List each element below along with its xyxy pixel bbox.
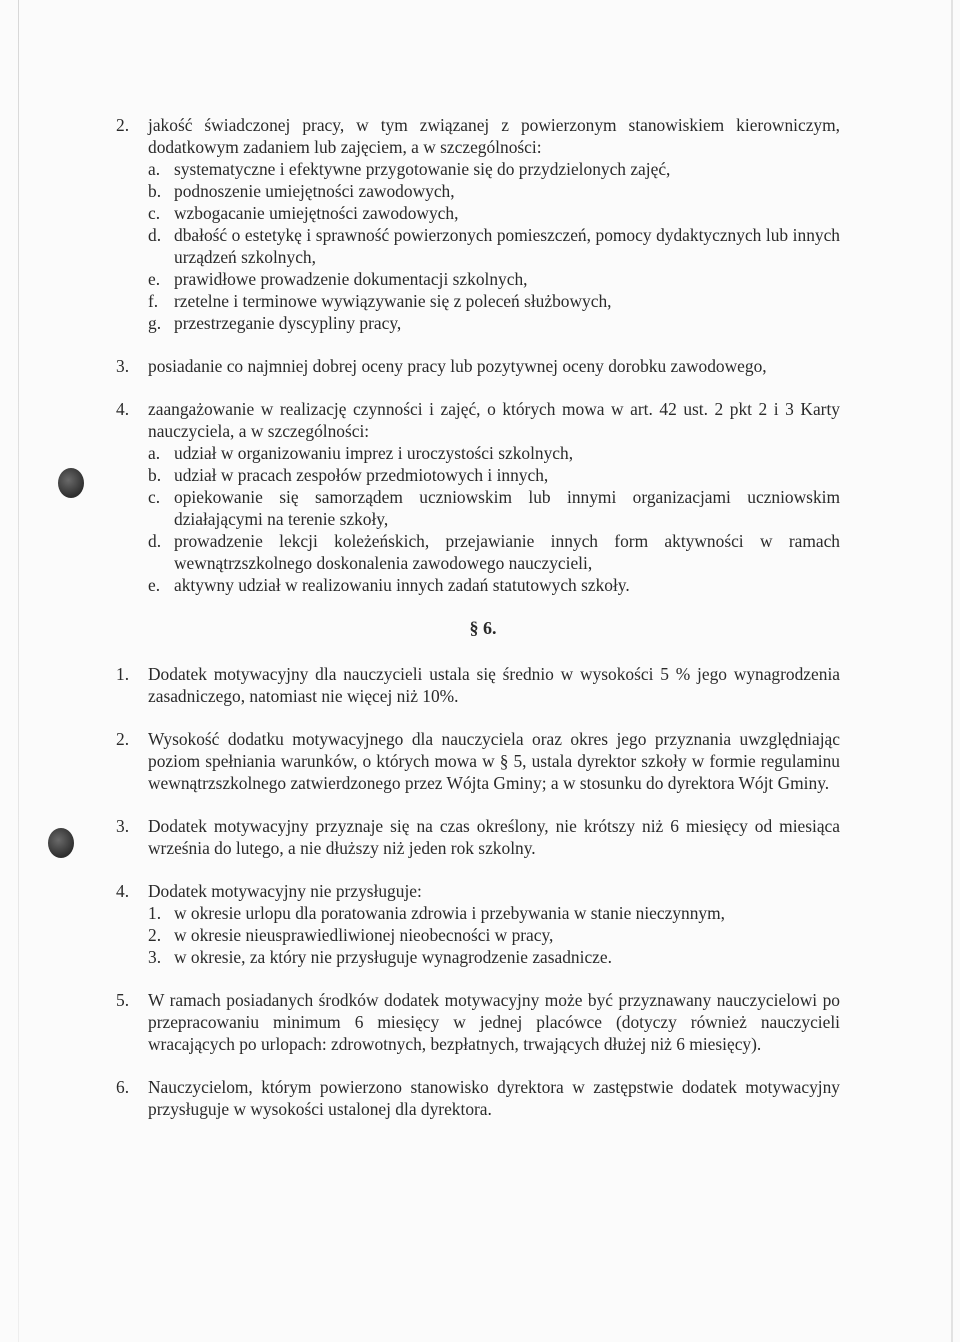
page-edge-left	[18, 0, 19, 1342]
sub-item	[148, 486, 840, 530]
item-number: 2.	[116, 115, 130, 135]
sub-text: opiekowanie się samorządem uczniowskim lub innymi organizacjami uczniowskim działającymi na terenie szkoły,	[174, 487, 840, 529]
sub-letter: b.	[148, 465, 162, 485]
sub-item	[148, 158, 840, 180]
item-number: 6.	[116, 1077, 130, 1097]
item-text: Nauczycielom, którym powierzono stanowisko dyrektora w zastępstwie dodatek motywacyjny przysługuje w wysokości ustalonej dla dyrektora.	[148, 1077, 840, 1119]
sub-item	[148, 268, 840, 290]
document-content	[116, 114, 840, 1141]
list-item	[116, 880, 840, 968]
list-item	[116, 663, 840, 707]
sub-item	[148, 946, 840, 968]
sub-item	[148, 574, 840, 596]
item-number: 5.	[116, 990, 130, 1010]
sub-item	[148, 464, 840, 486]
list-item	[116, 355, 840, 377]
sub-number: 3.	[148, 947, 162, 967]
sub-item	[148, 442, 840, 464]
sub-number: 2.	[148, 925, 162, 945]
item-text: posiadanie co najmniej dobrej oceny pracy lub pozytywnej oceny dorobku zawodowego,	[148, 356, 767, 376]
sub-letter: e.	[148, 575, 161, 595]
item-number: 4.	[116, 881, 130, 901]
item-number: 1.	[116, 664, 130, 684]
punch-hole-top	[58, 468, 84, 498]
item-text: W ramach posiadanych środków dodatek motywacyjny może być przyznawany nauczycielowi po przepracowaniu minimum 6 miesięcy w jednej placówce (dotyczy również nauczycieli wracających po urlopach: zdrowotnych, bezpłatnych, trwających dłużej niż 6 miesięcy).	[148, 990, 840, 1054]
sub-text: aktywny udział w realizowaniu innych zadań statutowych szkoły.	[174, 575, 630, 595]
sub-letter: a.	[148, 443, 161, 463]
sub-item	[148, 224, 840, 268]
sub-item	[148, 924, 840, 946]
section-heading: § 6.	[469, 618, 497, 638]
sub-text: systematyczne i efektywne przygotowanie się do przydzielonych zajęć,	[174, 159, 671, 179]
item-text: zaangażowanie w realizację czynności i zajęć, o których mowa w art. 42 ust. 2 pkt 2 i 3 Karty nauczyciela, a w szczególności:	[148, 399, 840, 441]
sub-letter: g.	[148, 313, 162, 333]
list-item	[116, 815, 840, 859]
sub-number: 1.	[148, 903, 162, 923]
list-item	[116, 114, 840, 334]
sub-text: podnoszenie umiejętności zawodowych,	[174, 181, 455, 201]
page-edge-right	[951, 0, 953, 1342]
sub-item	[148, 902, 840, 924]
sub-text: przestrzeganie dyscypliny pracy,	[174, 313, 402, 333]
item-text: Dodatek motywacyjny przyznaje się na czas określony, nie krótszy niż 6 miesięcy od miesiąca września do lutego, a nie dłuższy niż jeden rok szkolny.	[148, 816, 840, 858]
sub-item	[148, 180, 840, 202]
punch-hole-bottom	[48, 828, 74, 858]
sub-item	[148, 312, 840, 334]
list-item	[116, 1076, 840, 1120]
sub-letter: a.	[148, 159, 161, 179]
sub-letter: c.	[148, 203, 161, 223]
item-number: 3.	[116, 816, 130, 836]
sub-text: udział w pracach zespołów przedmiotowych i innych,	[174, 465, 549, 485]
sub-text: w okresie, za który nie przysługuje wynagrodzenie zasadnicze.	[174, 947, 612, 967]
sub-letter: b.	[148, 181, 162, 201]
list-item	[116, 398, 840, 596]
item-number: 4.	[116, 399, 130, 419]
sub-letter: e.	[148, 269, 161, 289]
sub-text: dbałość o estetykę i sprawność powierzonych pomieszczeń, pomocy dydaktycznych lub innych urządzeń szkolnych,	[174, 225, 840, 267]
sub-text: rzetelne i terminowe wywiązywanie się z poleceń służbowych,	[174, 291, 612, 311]
sub-text: wzbogacanie umiejętności zawodowych,	[174, 203, 459, 223]
sub-text: w okresie nieusprawiedliwionej nieobecności w pracy,	[174, 925, 554, 945]
list-item	[116, 728, 840, 794]
sub-letter: d.	[148, 531, 162, 551]
item-text: jakość świadczonej pracy, w tym związanej z powierzonym stanowiskiem kierowniczym, dodatkowym zadaniem lub zajęciem, a w szczególności:	[148, 115, 840, 157]
sub-letter: c.	[148, 487, 161, 507]
sub-text: prawidłowe prowadzenie dokumentacji szkolnych,	[174, 269, 528, 289]
sub-item	[148, 290, 840, 312]
item-text: Wysokość dodatku motywacyjnego dla nauczyciela oraz okres jego przyznania uwzględniając poziom spełniania warunków, o których mowa w § 5, ustala dyrektor szkoły w formie regulaminu wewnątrzszkolnego zatwierdzonego przez Wójta Gminy; a w stosunku do dyrektora Wójt Gminy.	[148, 729, 840, 793]
sub-letter: d.	[148, 225, 162, 245]
sub-item	[148, 202, 840, 224]
list-item	[116, 989, 840, 1055]
sub-text: udział w organizowaniu imprez i uroczystości szkolnych,	[174, 443, 574, 463]
item-text: Dodatek motywacyjny dla nauczycieli ustala się średnio w wysokości 5 % jego wynagrodzenia zasadniczego, natomiast nie więcej niż 10%.	[148, 664, 840, 706]
sub-text: prowadzenie lekcji koleżeńskich, przejawianie innych form aktywności w ramach wewnątrzszkolnego doskonalenia zawodowego nauczycieli,	[174, 531, 840, 573]
sub-item	[148, 530, 840, 574]
item-number: 2.	[116, 729, 130, 749]
sub-letter: f.	[148, 291, 159, 311]
sub-text: w okresie urlopu dla poratowania zdrowia i przebywania w stanie nieczynnym,	[174, 903, 725, 923]
item-number: 3.	[116, 356, 130, 376]
item-text: Dodatek motywacyjny nie przysługuje:	[148, 881, 422, 901]
